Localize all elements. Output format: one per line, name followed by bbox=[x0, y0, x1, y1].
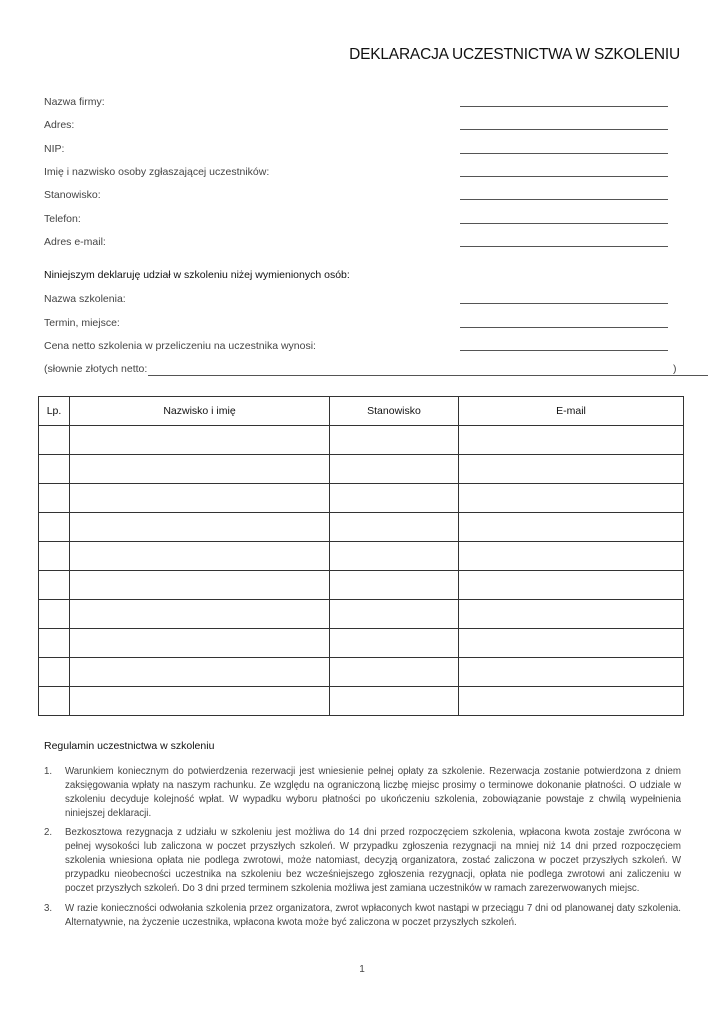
cell-lp[interactable] bbox=[39, 600, 70, 629]
cell-position[interactable] bbox=[330, 600, 459, 629]
cell-name[interactable] bbox=[70, 658, 330, 687]
table-row bbox=[39, 426, 684, 455]
cell-name[interactable] bbox=[70, 484, 330, 513]
regulations-title: Regulamin uczestnictwa w szkoleniu bbox=[44, 740, 215, 752]
cell-lp[interactable] bbox=[39, 629, 70, 658]
cell-name[interactable] bbox=[70, 629, 330, 658]
regulation-number: 3. bbox=[44, 903, 53, 914]
table-row bbox=[39, 542, 684, 571]
email-field[interactable] bbox=[460, 246, 668, 247]
page-number: 1 bbox=[359, 964, 365, 975]
address-field[interactable] bbox=[460, 129, 668, 130]
training-name-label: Nazwa szkolenia: bbox=[44, 293, 126, 305]
cell-email[interactable] bbox=[459, 629, 684, 658]
nip-field[interactable] bbox=[460, 153, 668, 154]
cell-position[interactable] bbox=[330, 484, 459, 513]
cell-email[interactable] bbox=[459, 687, 684, 716]
cell-position[interactable] bbox=[330, 571, 459, 600]
regulation-text: W razie konieczności odwołania szkolenia przez organizatora, zwrot wpłaconych kwot nastąpi w przeciągu 7 dni od planowanej daty szkolenia. Alternatywnie, na życzenie uczestnika, wpłacona kwota może być zaliczona w poczet przyszłych szkoleń. bbox=[65, 903, 681, 928]
phone-label: Telefon: bbox=[44, 213, 81, 225]
table-row bbox=[39, 484, 684, 513]
page-title: DEKLARACJA UCZESTNICTWA W SZKOLENIU bbox=[349, 46, 680, 63]
regulation-item bbox=[44, 765, 681, 821]
training-name-field[interactable] bbox=[460, 303, 668, 304]
cell-email[interactable] bbox=[459, 542, 684, 571]
cell-lp[interactable] bbox=[39, 571, 70, 600]
cell-name[interactable] bbox=[70, 513, 330, 542]
cell-email[interactable] bbox=[459, 571, 684, 600]
cell-lp[interactable] bbox=[39, 484, 70, 513]
phone-field[interactable] bbox=[460, 223, 668, 224]
regulation-item bbox=[44, 902, 681, 930]
regulation-number: 2. bbox=[44, 827, 53, 838]
training-date-place-label: Termin, miejsce: bbox=[44, 317, 120, 329]
company-name-field[interactable] bbox=[460, 106, 668, 107]
position-label: Stanowisko: bbox=[44, 189, 101, 201]
cell-lp[interactable] bbox=[39, 542, 70, 571]
cell-email[interactable] bbox=[459, 484, 684, 513]
cell-email[interactable] bbox=[459, 658, 684, 687]
cell-email[interactable] bbox=[459, 513, 684, 542]
submitter-name-field[interactable] bbox=[460, 176, 668, 177]
table-row bbox=[39, 513, 684, 542]
position-field[interactable] bbox=[460, 199, 668, 200]
table-row bbox=[39, 600, 684, 629]
table-header-row bbox=[39, 397, 684, 426]
table-row bbox=[39, 455, 684, 484]
cell-name[interactable] bbox=[70, 455, 330, 484]
email-label: Adres e-mail: bbox=[44, 236, 106, 248]
cell-email[interactable] bbox=[459, 426, 684, 455]
price-in-words-field[interactable] bbox=[148, 375, 708, 376]
cell-position[interactable] bbox=[330, 687, 459, 716]
cell-position[interactable] bbox=[330, 542, 459, 571]
regulation-item bbox=[44, 826, 681, 896]
header-name: Nazwisko i imię bbox=[70, 397, 330, 426]
price-in-words-close: ) bbox=[673, 363, 677, 375]
cell-lp[interactable] bbox=[39, 426, 70, 455]
cell-email[interactable] bbox=[459, 455, 684, 484]
cell-position[interactable] bbox=[330, 426, 459, 455]
cell-email[interactable] bbox=[459, 600, 684, 629]
submitter-name-label: Imię i nazwisko osoby zgłaszającej uczestników: bbox=[44, 166, 270, 178]
cell-name[interactable] bbox=[70, 542, 330, 571]
regulation-text: Warunkiem koniecznym do potwierdzenia rezerwacji jest wniesienie pełnej opłaty za szkolenie. Rezerwacja zostanie potwierdzona z dniem zaksięgowania wpłaty na naszym rachunku. Ze względu na ograniczoną liczbę miejsc prosimy o terminowe dokonanie płatności. O udziale w szkoleniu decyduje kolejność wpłat. W wypadku wyboru płatności po ukończeniu szkolenia, zobowiązanie powstaje z chwilą wypełnienia niniejszej deklaracji. bbox=[65, 766, 681, 819]
cell-name[interactable] bbox=[70, 426, 330, 455]
regulation-text: Bezkosztowa rezygnacja z udziału w szkoleniu jest możliwa do 14 dni przed rozpoczęciem szkolenia, wpłacona kwota zostaje zwrócona w pełnej wysokości lub zaliczona w poczet przyszłych szkoleń. W przypadku zgłoszenia rezygnacji na mniej niż 14 dni przed rozpoczęciem szkolenia wniesiona opłata nie podlega zwrotowi, może natomiast, decyzją organizatora, zostać zaliczona w poczet przyszłych szkoleń. W przypadku nieobecności uczestnika na szkoleniu bez wcześniejszego zgłoszenia rezygnacji, opłata nie podlega zwrotowi ani zaliczeniu w poczet przyszłych szkoleń. Do 3 dni przed terminem szkolenia możliwa jest zamiana uczestników w ramach zarezerwowanych miejsc. bbox=[65, 827, 681, 894]
net-price-field[interactable] bbox=[460, 350, 668, 351]
nip-label: NIP: bbox=[44, 143, 65, 155]
cell-lp[interactable] bbox=[39, 455, 70, 484]
table-row bbox=[39, 629, 684, 658]
table-row bbox=[39, 658, 684, 687]
table-row bbox=[39, 687, 684, 716]
net-price-label: Cena netto szkolenia w przeliczeniu na uczestnika wynosi: bbox=[44, 340, 316, 352]
cell-name[interactable] bbox=[70, 687, 330, 716]
header-lp: Lp. bbox=[39, 397, 70, 426]
training-date-place-field[interactable] bbox=[460, 327, 668, 328]
declaration-heading: Niniejszym deklaruję udział w szkoleniu niżej wymienionych osób: bbox=[44, 269, 350, 281]
regulation-number: 1. bbox=[44, 766, 53, 777]
cell-lp[interactable] bbox=[39, 513, 70, 542]
header-position: Stanowisko bbox=[330, 397, 459, 426]
price-in-words-row bbox=[44, 363, 680, 375]
cell-position[interactable] bbox=[330, 513, 459, 542]
company-name-label: Nazwa firmy: bbox=[44, 96, 105, 108]
header-email: E-mail bbox=[459, 397, 684, 426]
price-in-words-label: (słownie złotych netto: bbox=[44, 363, 148, 375]
cell-name[interactable] bbox=[70, 600, 330, 629]
cell-position[interactable] bbox=[330, 455, 459, 484]
table-row bbox=[39, 571, 684, 600]
cell-position[interactable] bbox=[330, 658, 459, 687]
cell-lp[interactable] bbox=[39, 687, 70, 716]
cell-position[interactable] bbox=[330, 629, 459, 658]
cell-lp[interactable] bbox=[39, 658, 70, 687]
address-label: Adres: bbox=[44, 119, 75, 131]
cell-name[interactable] bbox=[70, 571, 330, 600]
participants-table bbox=[38, 396, 684, 716]
